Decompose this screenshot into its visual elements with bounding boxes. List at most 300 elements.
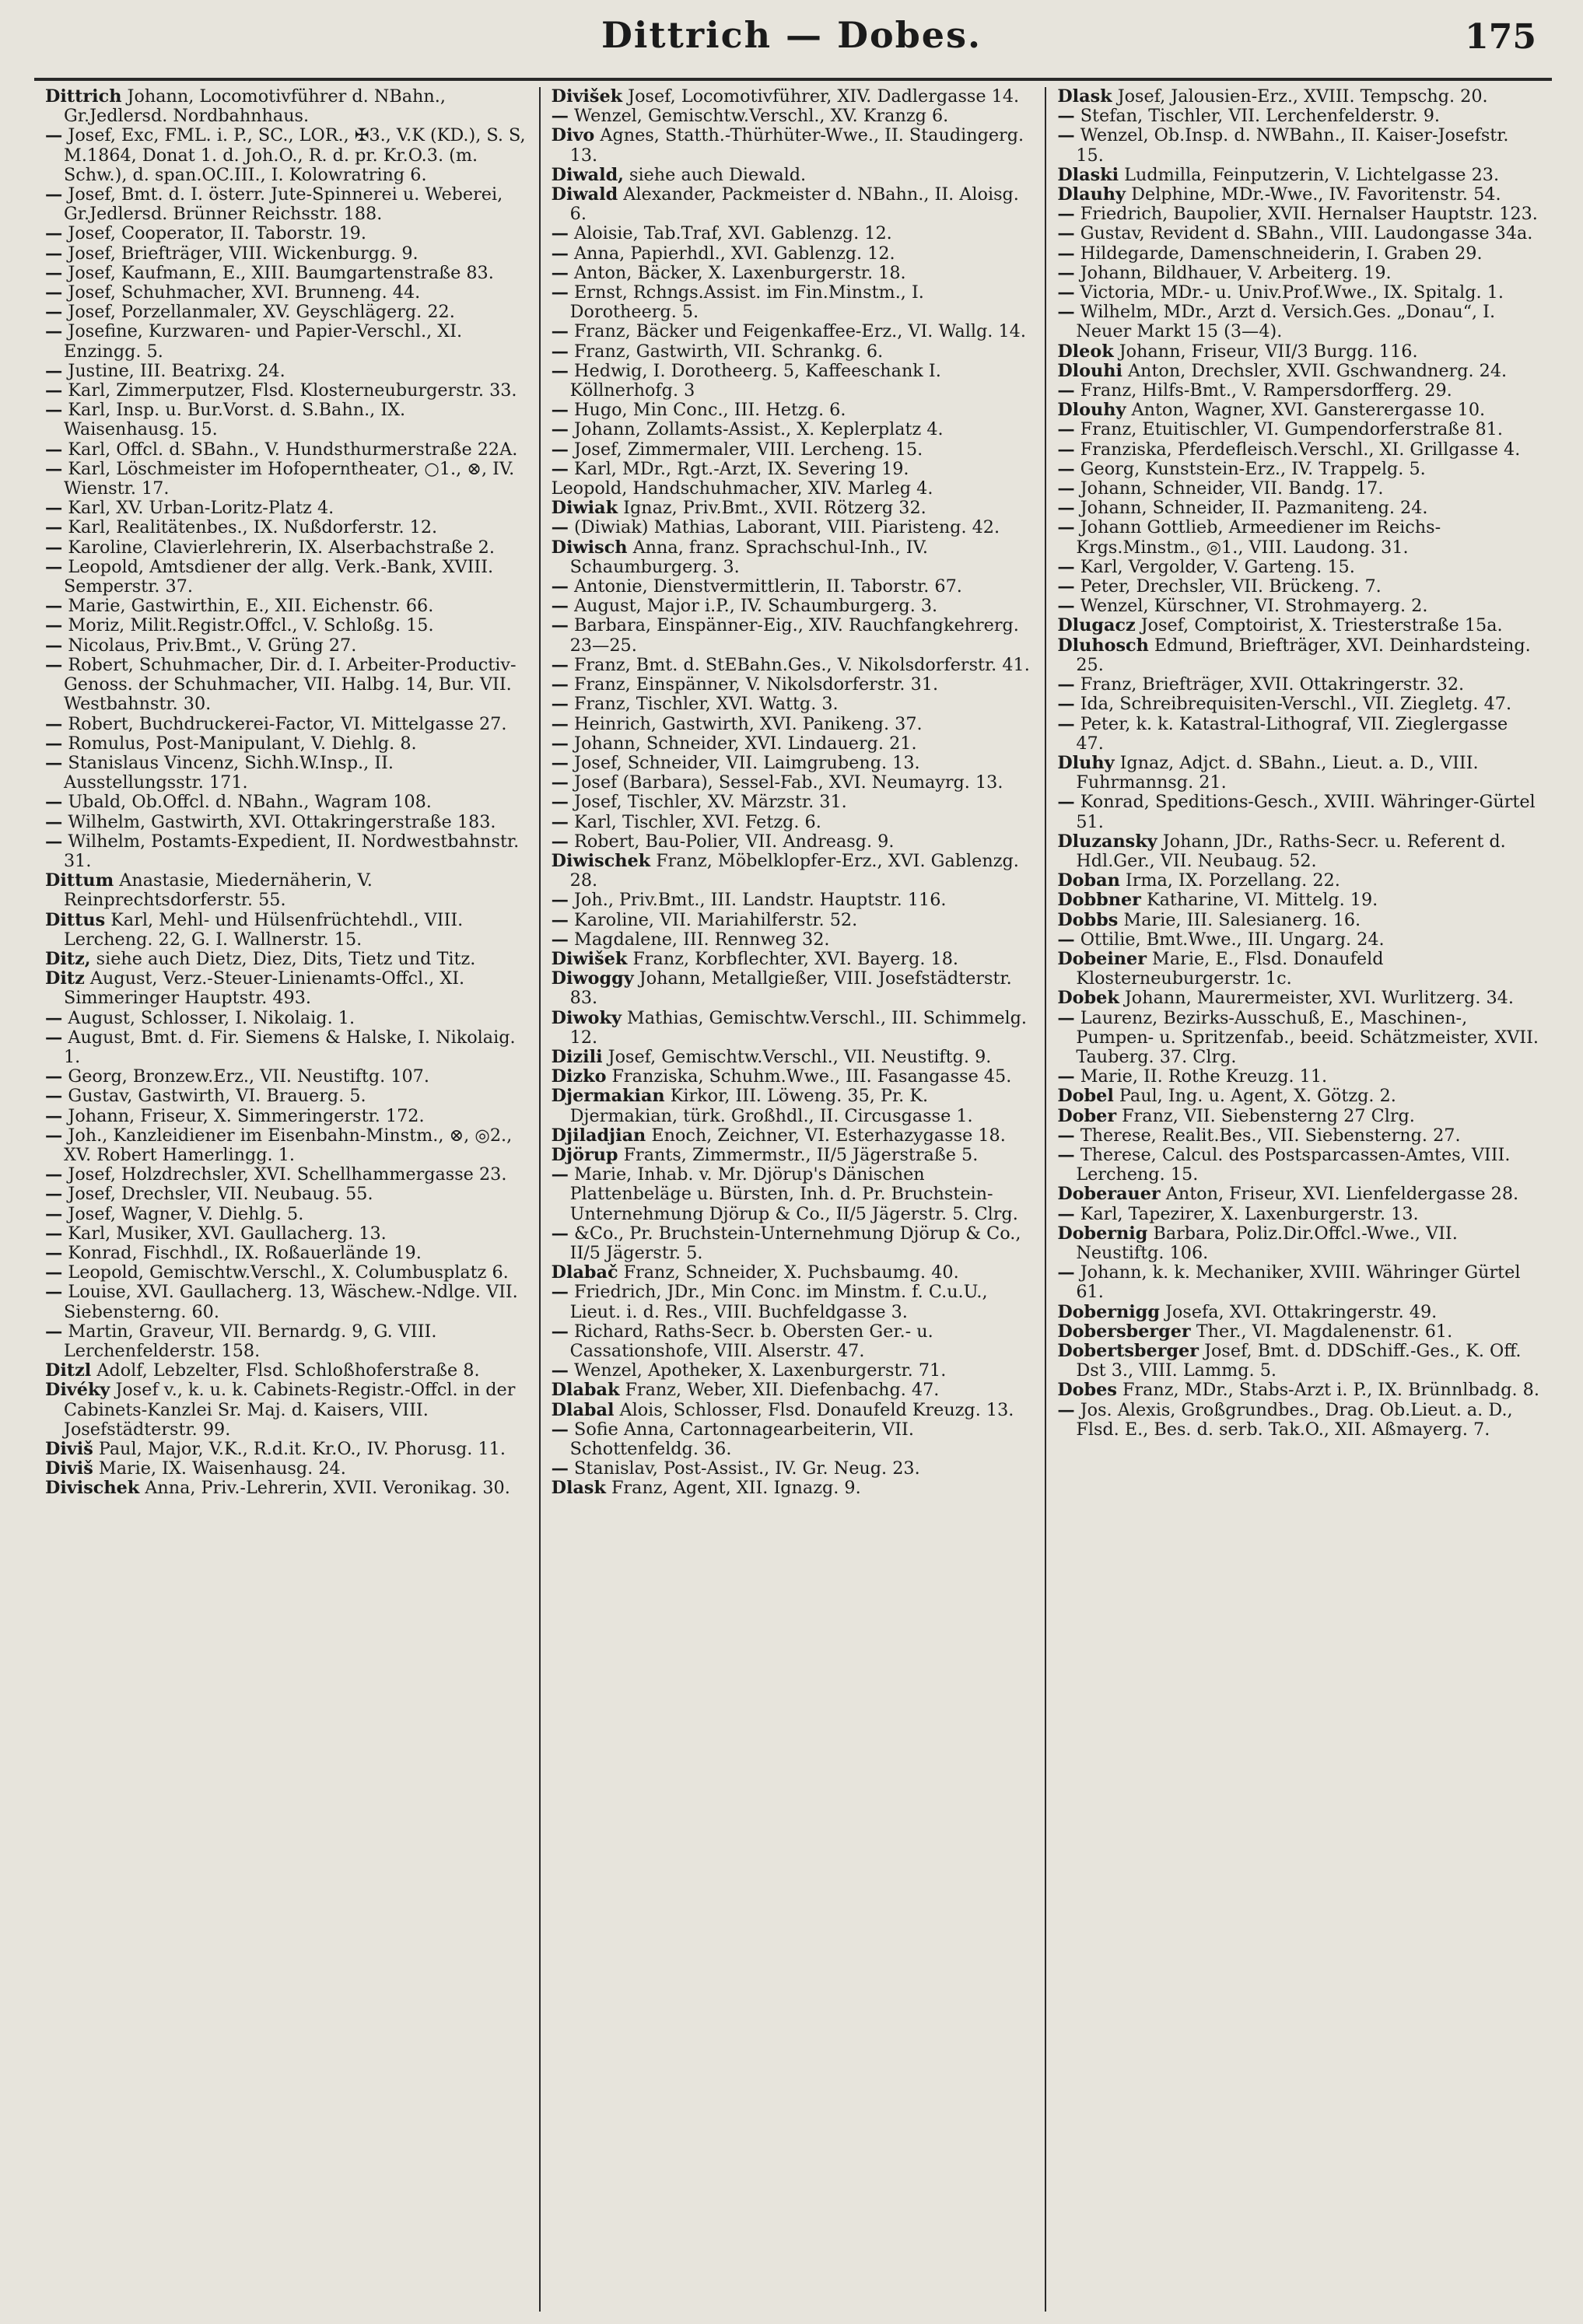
entry-name: — xyxy=(45,360,63,381)
entry-details: siehe auch Dietz, Diez, Dits, Tietz und Titz. xyxy=(90,948,476,969)
entry-name: Djörup xyxy=(551,1144,618,1165)
directory-entry xyxy=(552,1401,1035,1420)
entry-details: Edmund, Briefträger, XVI. Deinhardsteing. 25. xyxy=(1076,635,1531,675)
entry-name: Diwald xyxy=(551,184,618,205)
entry-name: Ditzl xyxy=(45,1360,92,1381)
entry-name: — xyxy=(1057,478,1075,499)
directory-entry xyxy=(45,1067,528,1087)
directory-entry xyxy=(1057,185,1540,205)
directory-entry xyxy=(552,1361,1035,1381)
entry-name: — xyxy=(551,694,569,715)
entry-name: — xyxy=(1057,498,1075,519)
entry-details: Johann, k. k. Mechaniker, XVIII. Währinger Gürtel 61. xyxy=(1074,1262,1521,1303)
entry-name: Dlugacz xyxy=(1057,615,1136,636)
entry-name: — xyxy=(551,615,569,636)
directory-entry xyxy=(45,911,528,950)
entry-name: — xyxy=(1057,694,1075,715)
entry-name: Divišek xyxy=(551,87,623,107)
entry-details: Alois, Schlosser, Flsd. Donaufeld Kreuzg. 13. xyxy=(614,1399,1014,1420)
directory-entry xyxy=(552,950,1035,969)
directory-entry xyxy=(552,1126,1035,1146)
entry-details: Anton, Wagner, XVI. Gansterergasse 10. xyxy=(1126,400,1486,421)
entry-name: Diviš xyxy=(45,1439,93,1460)
directory-entry xyxy=(45,1459,528,1479)
entry-name: Ditz, xyxy=(45,948,91,969)
directory-entry xyxy=(552,813,1035,832)
directory-entry xyxy=(1057,1224,1540,1263)
entry-name: Djermakian xyxy=(551,1086,665,1107)
directory-entry xyxy=(45,1381,528,1440)
directory-entry xyxy=(45,1205,528,1224)
entry-name: — xyxy=(551,400,569,421)
entry-details: Victoria, MDr.- u. Univ.Prof.Wwe., IX. Spitalg. 1. xyxy=(1074,282,1504,303)
entry-name: Diviš xyxy=(45,1458,93,1479)
entry-name: — xyxy=(551,1321,569,1342)
directory-entry xyxy=(1057,87,1540,107)
directory-entry xyxy=(45,1263,528,1283)
directory-entry xyxy=(552,695,1035,714)
directory-entry xyxy=(1057,675,1540,695)
directory-entry xyxy=(552,1283,1035,1321)
entry-details: Josef, Kaufmann, E., XIII. Baumgartenstraße 83. xyxy=(62,262,494,283)
directory-entry xyxy=(45,185,528,224)
directory-entry xyxy=(45,1361,528,1381)
entry-name: — xyxy=(551,654,569,675)
entry-details: Karl, Realitätenbes., IX. Nußdorferstr. 12. xyxy=(62,517,438,538)
directory-entry xyxy=(552,852,1035,891)
directory-entry xyxy=(1057,303,1540,341)
entry-name: — xyxy=(45,733,63,754)
entry-name: Dizko xyxy=(551,1066,607,1087)
entry-name: — xyxy=(45,1321,63,1342)
entry-details: Gustav, Gastwirth, VI. Brauerg. 5. xyxy=(62,1086,366,1107)
entry-details: Josef, Drechsler, VII. Neubaug. 55. xyxy=(62,1184,373,1205)
entry-name: — xyxy=(45,282,63,303)
entry-name: Dizili xyxy=(551,1046,603,1067)
directory-entry xyxy=(1057,224,1540,243)
directory-entry xyxy=(552,577,1035,597)
directory-entry xyxy=(45,460,528,499)
column-1 xyxy=(34,87,541,2312)
entry-name: — xyxy=(1057,517,1075,538)
entry-name: Dleok xyxy=(1057,341,1114,362)
entry-name: — xyxy=(551,1223,569,1244)
entry-details: Richard, Raths-Secr. b. Obersten Ger.- u. Cassationshofe, VIII. Alserstr. 47. xyxy=(568,1321,933,1361)
directory-entry xyxy=(552,87,1035,107)
directory-entry xyxy=(1057,1146,1540,1185)
directory-entry xyxy=(1057,1303,1540,1322)
directory-entry xyxy=(1057,695,1540,714)
entry-name: — xyxy=(551,517,569,538)
page-number: 175 xyxy=(1465,17,1536,57)
directory-entry xyxy=(1057,911,1540,930)
entry-details: Franziska, Pferdefleisch.Verschl., XI. Grillgasse 4. xyxy=(1074,439,1521,460)
entry-name: — xyxy=(45,1262,63,1283)
entry-details: Barbara, Einspänner-Eig., XIV. Rauchfangkehrerg. 23—25. xyxy=(568,615,1019,656)
entry-name: Dlask xyxy=(551,1478,606,1499)
entry-name: — xyxy=(1057,713,1075,734)
column-2 xyxy=(541,87,1047,2312)
entry-details: Josef, Wagner, V. Diehlg. 5. xyxy=(62,1203,304,1224)
entry-name: — xyxy=(45,498,63,519)
entry-name: Dlabač xyxy=(551,1262,618,1283)
entry-name: — xyxy=(551,596,569,617)
entry-details: Konrad, Speditions-Gesch., XVIII. Währinger-Gürtel 51. xyxy=(1074,792,1536,832)
entry-name: — xyxy=(551,321,569,342)
entry-details: Robert, Buchdruckerei-Factor, VI. Mittelgasse 27. xyxy=(62,713,507,734)
directory-entry xyxy=(552,1165,1035,1224)
entry-details: Delphine, MDr.-Wwe., IV. Favoritenstr. 54. xyxy=(1125,184,1501,205)
directory-entry xyxy=(1057,891,1540,910)
directory-entry xyxy=(552,244,1035,264)
entry-details: Karl, Mehl- und Hülsenfrüchtehdl., VIII. Lercheng. 22, G. I. Wallnerstr. 15. xyxy=(64,909,464,950)
entry-name: Diwiak xyxy=(551,498,618,519)
directory-entry xyxy=(1057,754,1540,793)
entry-name: — xyxy=(551,1458,569,1479)
entry-name: Diwoggy xyxy=(551,968,634,989)
entry-details: Franziska, Schuhm.Wwe., III. Fasangasse 45. xyxy=(606,1066,1012,1087)
entry-name: Doban xyxy=(1057,870,1120,891)
header-rule xyxy=(34,78,1552,81)
entry-details: Josef, Bmt. d. DDSchiff.-Ges., K. Off. Dst 3., VIII. Lammg. 5. xyxy=(1076,1341,1522,1381)
entry-name: — xyxy=(45,596,63,617)
directory-entry xyxy=(552,793,1035,812)
entry-details: Anna, Priv.-Lehrerin, XVII. Veronikag. 30. xyxy=(139,1478,510,1499)
entry-name: — xyxy=(45,400,63,421)
entry-name: — xyxy=(45,223,63,244)
directory-entry xyxy=(552,362,1035,401)
directory-entry xyxy=(1057,1381,1540,1400)
entry-name: — xyxy=(45,792,63,813)
entry-details: Friedrich, Baupolier, XVII. Hernalser Hauptstr. 123. xyxy=(1074,204,1538,225)
directory-entry xyxy=(45,1165,528,1185)
entry-details: Josef, Porzellanmaler, XV. Geyschlägerg. 22. xyxy=(62,302,455,323)
entry-details: Ubald, Ob.Offcl. d. NBahn., Wagram 108. xyxy=(62,792,432,813)
entry-details: Josef, Briefträger, VIII. Wickenburgg. 9. xyxy=(62,243,419,264)
directory-entry xyxy=(1057,460,1540,479)
entry-name: — xyxy=(1057,243,1075,264)
entry-details: August, Schlosser, I. Nikolaig. 1. xyxy=(62,1007,355,1028)
directory-entry xyxy=(45,871,528,910)
directory-entry xyxy=(552,1263,1035,1283)
entry-name: — xyxy=(45,556,63,577)
entry-details: Ida, Schreibrequisiten-Verschl., VII. Ziegletg. 47. xyxy=(1074,694,1512,715)
entry-name: — xyxy=(551,733,569,754)
entry-name: — xyxy=(551,792,569,813)
directory-entry xyxy=(45,1244,528,1263)
entry-name: — xyxy=(1057,1125,1075,1146)
entry-details: Franz, MDr., Stabs-Arzt i. P., IX. Brünnlbadg. 8. xyxy=(1116,1380,1539,1401)
entry-details: Karl, Löschmeister im Hofoperntheater, ○1., ⊗, IV. Wienstr. 17. xyxy=(62,458,515,499)
entry-details: Marie, II. Rothe Kreuzg. 11. xyxy=(1074,1066,1328,1087)
entry-name: — xyxy=(551,223,569,244)
entry-name: Diwišek xyxy=(551,948,628,969)
entry-details: Franz, Hilfs-Bmt., V. Rampersdorfferg. 29. xyxy=(1074,380,1452,401)
entry-details: Leopold, Handschuhmacher, XIV. Marleg 4. xyxy=(551,478,933,499)
entry-name: Dlabal xyxy=(551,1399,615,1420)
entry-details: Marie, Gastwirthin, E., XII. Eichenstr. 66. xyxy=(62,596,434,617)
entry-details: Johann Gottlieb, Armeediener im Reichs-Krgs.Minstm., ◎1., VIII. Laudong. 31. xyxy=(1074,517,1441,558)
directory-entry xyxy=(552,675,1035,695)
entry-details: Peter, k. k. Katastral-Lithograf, VII. Zieglergasse 47. xyxy=(1074,713,1508,754)
directory-entry xyxy=(1057,479,1540,499)
directory-entry xyxy=(552,930,1035,950)
directory-entry xyxy=(552,616,1035,655)
entry-details: Karl, Insp. u. Bur.Vorst. d. S.Bahn., IX. Waisenhausg. 15. xyxy=(62,400,406,440)
entry-details: Johann, Schneider, II. Pazmaniteng. 24. xyxy=(1074,498,1428,519)
entry-name: — xyxy=(551,439,569,460)
entry-name: — xyxy=(551,713,569,734)
entry-details: Josefine, Kurzwaren- und Papier-Verschl., XI. Enzingg. 5. xyxy=(62,321,463,362)
directory-entry xyxy=(45,1087,528,1106)
page-header xyxy=(0,0,1583,93)
entry-details: Ignaz, Priv.Bmt., XVII. Rötzerg 32. xyxy=(618,498,926,519)
directory-entry xyxy=(45,1126,528,1165)
entry-name: — xyxy=(1057,596,1075,617)
directory-entry xyxy=(45,1028,528,1067)
entry-name: — xyxy=(1057,125,1075,146)
entry-details: Josef, Bmt. d. I. österr. Jute-Spinnerei u. Weberei, Gr.Jedlersd. Brünner Reichsstr. 188. xyxy=(62,184,503,225)
entry-name: — xyxy=(45,831,63,852)
entry-details: Johann, Friseur, X. Simmeringerstr. 172. xyxy=(62,1105,425,1126)
directory-entry xyxy=(1057,930,1540,950)
directory-entry xyxy=(552,460,1035,479)
entry-details: Josef, Jalousien-Erz., XVIII. Tempschg. 20. xyxy=(1112,87,1488,107)
entry-name: — xyxy=(45,811,63,832)
entry-name: — xyxy=(45,1105,63,1126)
entry-name: Ditz xyxy=(45,968,85,989)
entry-details: Irma, IX. Porzellang. 22. xyxy=(1119,870,1340,891)
entry-name: — xyxy=(45,302,63,323)
entry-name: — xyxy=(551,282,569,303)
entry-name: — xyxy=(45,321,63,342)
entry-name: Diwischek xyxy=(551,850,651,871)
entry-details: Josef v., k. u. k. Cabinets-Registr.-Offcl. in der Cabinets-Kanzlei Sr. Maj. d. Kaisers, VIII. Josefstädterstr. 99. xyxy=(64,1380,516,1440)
entry-name: Dlouhy xyxy=(1057,400,1126,421)
entry-name: — xyxy=(1057,262,1075,283)
directory-entry xyxy=(552,107,1035,126)
directory-entry xyxy=(552,715,1035,734)
directory-entry xyxy=(552,1420,1035,1459)
entry-name: — xyxy=(1057,674,1075,695)
entry-name: Dluhy xyxy=(1057,752,1115,773)
directory-entry xyxy=(552,597,1035,616)
entry-name: Dobernig xyxy=(1057,1223,1148,1244)
entry-name: — xyxy=(45,1184,63,1205)
entry-name: — xyxy=(45,1007,63,1028)
entry-details: Karl, Tapezirer, X. Laxenburgerstr. 13. xyxy=(1074,1203,1419,1224)
entry-name: Dobertsberger xyxy=(1057,1341,1199,1361)
directory-entry xyxy=(552,1009,1035,1048)
entry-details: &Co., Pr. Bruchstein-Unternehmung Djörup & Co., II/5 Jägerstr. 5. xyxy=(568,1223,1021,1263)
directory-entry xyxy=(45,1185,528,1204)
entry-details: Marie, IX. Waisenhausg. 24. xyxy=(93,1458,346,1479)
entry-details: Georg, Bronzew.Erz., VII. Neustiftg. 107. xyxy=(62,1066,429,1087)
entry-details: Josef, Schneider, VII. Laimgrubeng. 13. xyxy=(568,752,920,773)
directory-entry xyxy=(552,420,1035,439)
entry-details: Mathias, Gemischtw.Verschl., III. Schimmelg. 12. xyxy=(569,1007,1028,1048)
directory-entry xyxy=(1057,1087,1540,1106)
entry-details: Paul, Ing. u. Agent, X. Götzg. 2. xyxy=(1113,1086,1396,1107)
entry-name: — xyxy=(1057,929,1075,950)
entry-name: Dobeiner xyxy=(1057,948,1147,969)
entry-details: Franz, Briefträger, XVII. Ottakringerstr. 32. xyxy=(1074,674,1465,695)
directory-entry xyxy=(45,950,528,969)
directory-entry xyxy=(1057,440,1540,460)
entry-details: Karl, Offcl. d. SBahn., V. Hundsthurmerstraße 22A. xyxy=(62,439,518,460)
entry-details: Franz, Tischler, XVI. Wattg. 3. xyxy=(568,694,839,715)
entry-details: Antonie, Dienstvermittlerin, II. Taborstr. 67. xyxy=(568,576,962,597)
entry-details: Josef, Gemischtw.Verschl., VII. Neustiftg. 9. xyxy=(602,1046,992,1067)
directory-entry xyxy=(45,126,528,185)
entry-name: Dlaski xyxy=(1057,164,1119,185)
entry-name: Dobbner xyxy=(1057,890,1141,911)
entry-name: — xyxy=(45,1203,63,1224)
entry-name: — xyxy=(45,1125,63,1146)
page-title: Dittrich — Dobes. xyxy=(601,14,982,56)
entry-name: — xyxy=(1057,106,1075,127)
directory-entry xyxy=(45,1009,528,1028)
entry-details: Stefan, Tischler, VII. Lerchenfelderstr. 9. xyxy=(1074,106,1440,127)
directory-entry xyxy=(45,597,528,616)
directory-entry xyxy=(1057,342,1540,362)
entry-name: — xyxy=(45,654,63,675)
directory-entry xyxy=(45,1440,528,1459)
directory-entry xyxy=(1057,558,1540,577)
directory-entry xyxy=(1057,636,1540,675)
entry-name: Dobernigg xyxy=(1057,1301,1160,1322)
entry-name: — xyxy=(551,576,569,597)
entry-name: — xyxy=(1057,1262,1075,1283)
entry-details: siehe auch Diewald. xyxy=(623,164,807,185)
directory-entry xyxy=(45,264,528,283)
directory-entry xyxy=(552,1381,1035,1400)
entry-details: Franz, Bäcker und Feigenkaffee-Erz., VI. Wallg. 14. xyxy=(568,321,1026,342)
entry-details: Johann, Metallgießer, VIII. Josefstädterstr. 83. xyxy=(569,968,1012,1009)
entry-details: Johann, Zollamts-Assist., X. Keplerplatz 4. xyxy=(568,419,944,440)
entry-details: Franz, Möbelklopfer-Erz., XVI. Gablenzg. 28. xyxy=(569,850,1019,891)
entry-details: Joh., Priv.Bmt., III. Landstr. Hauptstr. 116. xyxy=(568,890,947,911)
directory-entry xyxy=(1057,597,1540,616)
directory-entry xyxy=(1057,950,1540,989)
entry-details: Friedrich, JDr., Min Conc. im Minstm. f. C.u.U., Lieut. i. d. Res., VIII. Buchfeldgasse 3. xyxy=(568,1282,988,1322)
entry-details: August, Verz.-Steuer-Linienamts-Offcl., XI. Simmeringer Hauptstr. 493. xyxy=(64,968,465,1009)
entry-name: — xyxy=(551,929,569,950)
entry-details: Wenzel, Kürschner, VI. Strohmayerg. 2. xyxy=(1074,596,1428,617)
directory-entry xyxy=(45,244,528,264)
directory-entry xyxy=(1057,1107,1540,1126)
entry-details: Johann, Maurermeister, XVI. Wurlitzerg. 34. xyxy=(1119,988,1514,1009)
entry-name: — xyxy=(45,1086,63,1107)
entry-name: Dluzansky xyxy=(1057,831,1157,852)
entry-name: — xyxy=(551,752,569,773)
entry-details: August, Major i.P., IV. Schaumburgerg. 3. xyxy=(568,596,938,617)
directory-entry xyxy=(552,832,1035,852)
directory-entry xyxy=(1057,871,1540,891)
entry-details: Nicolaus, Priv.Bmt., V. Grüng 27. xyxy=(62,635,357,656)
entry-details: Leopold, Gemischtw.Verschl., X. Columbusplatz 6. xyxy=(62,1262,509,1283)
directory-entry xyxy=(1057,715,1540,754)
entry-details: August, Bmt. d. Fir. Siemens & Halske, I. Nikolaig. 1. xyxy=(62,1027,516,1067)
directory-entry xyxy=(45,1224,528,1244)
directory-entry xyxy=(1057,577,1540,597)
directory-entry xyxy=(552,283,1035,322)
directory-entry xyxy=(552,538,1035,577)
entry-details: Anton, Bäcker, X. Laxenburgerstr. 18. xyxy=(568,262,906,283)
entry-details: Ernst, Rchngs.Assist. im Fin.Minstm., I. Dorotheerg. 5. xyxy=(568,282,924,323)
directory-entry xyxy=(552,1067,1035,1087)
entry-name: — xyxy=(45,537,63,558)
entry-details: Martin, Graveur, VII. Bernardg. 9, G. VIII. Lerchenfelderstr. 158. xyxy=(62,1321,437,1361)
entry-details: Karl, Musiker, XVI. Gaullacherg. 13. xyxy=(62,1223,387,1244)
entry-details: Aloisie, Tab.Traf, XVI. Gablenzg. 12. xyxy=(568,223,892,244)
directory-entry xyxy=(552,911,1035,930)
entry-details: Marie, Inhab. v. Mr. Djörup's Dänischen Plattenbeläge u. Bürsten, Inh. d. Pr. Bruchstein-Unternehmung Djörup & Co., II/5 Jägerstr. 5. Clrg. xyxy=(568,1164,1018,1224)
directory-entry xyxy=(45,813,528,832)
entry-name: — xyxy=(1057,282,1075,303)
directory-entry xyxy=(1057,1185,1540,1204)
directory-entry xyxy=(45,793,528,812)
entry-name: Dluhosch xyxy=(1057,635,1149,656)
entry-name: Dobbs xyxy=(1057,909,1119,930)
directory-entry xyxy=(45,381,528,401)
entry-details: Johann, Schneider, VII. Bandg. 17. xyxy=(1074,478,1384,499)
entry-name: Djiladjian xyxy=(551,1125,646,1146)
entry-name: — xyxy=(1057,223,1075,244)
directory-entry xyxy=(552,499,1035,518)
directory-entry xyxy=(1057,205,1540,224)
entry-name: Divischek xyxy=(45,1478,140,1499)
entry-details: Ludmilla, Feinputzerin, V. Lichtelgasse 23. xyxy=(1119,164,1500,185)
entry-details: Johann, Bildhauer, V. Arbeiterg. 19. xyxy=(1074,262,1392,283)
entry-details: Franz, Korbflechter, XVI. Bayerg. 18. xyxy=(627,948,958,969)
directory-entry xyxy=(45,87,528,126)
directory-entry xyxy=(1057,107,1540,126)
directory-entry xyxy=(45,1322,528,1361)
entry-name: — xyxy=(551,243,569,264)
entry-details: Karl, Tischler, XVI. Fetzg. 6. xyxy=(568,811,821,832)
entry-details: Marie, E., Flsd. Donaufeld Klosterneuburgerstr. 1c. xyxy=(1076,948,1384,989)
entry-name: — xyxy=(1057,458,1075,479)
directory-entry xyxy=(552,891,1035,910)
entry-name: — xyxy=(551,772,569,793)
directory-entry xyxy=(1057,401,1540,420)
entry-name: — xyxy=(1057,1203,1075,1224)
entry-details: Karoline, VII. Mariahilferstr. 52. xyxy=(568,909,858,930)
entry-details: Stanislaus Vincenz, Sichh.W.Insp., II. Ausstellungsstr. 171. xyxy=(62,752,394,793)
entry-details: Franz, Agent, XII. Ignazg. 9. xyxy=(605,1478,861,1499)
entry-details: Agnes, Statth.-Thürhüter-Wwe., II. Staudingerg. 13. xyxy=(569,125,1024,166)
entry-details: Alexander, Packmeister d. NBahn., II. Aloisg. 6. xyxy=(569,184,1019,225)
directory-entry xyxy=(552,1087,1035,1125)
entry-details: Wenzel, Gemischtw.Verschl., XV. Kranzg 6. xyxy=(568,106,949,127)
directory-entry xyxy=(552,322,1035,341)
directory-entry xyxy=(552,1146,1035,1165)
entry-name: Dittus xyxy=(45,909,106,930)
entry-details: Justine, III. Beatrixg. 24. xyxy=(62,360,285,381)
directory-entry xyxy=(45,362,528,381)
entry-details: Therese, Realit.Bes., VII. Siebensterng. 27. xyxy=(1074,1125,1461,1146)
directory-entry xyxy=(552,1459,1035,1479)
entry-name: — xyxy=(551,1164,569,1185)
entry-details: Josef, Zimmermaler, VIII. Lercheng. 15. xyxy=(568,439,923,460)
entry-name: — xyxy=(551,262,569,283)
entry-name: — xyxy=(1057,204,1075,225)
entry-details: Wilhelm, Gastwirth, XVI. Ottakringerstraße 183. xyxy=(62,811,496,832)
entry-details: Ther., VI. Magdalenenstr. 61. xyxy=(1190,1321,1453,1342)
entry-name: — xyxy=(1057,1007,1075,1028)
entry-name: Diwisch xyxy=(551,537,628,558)
